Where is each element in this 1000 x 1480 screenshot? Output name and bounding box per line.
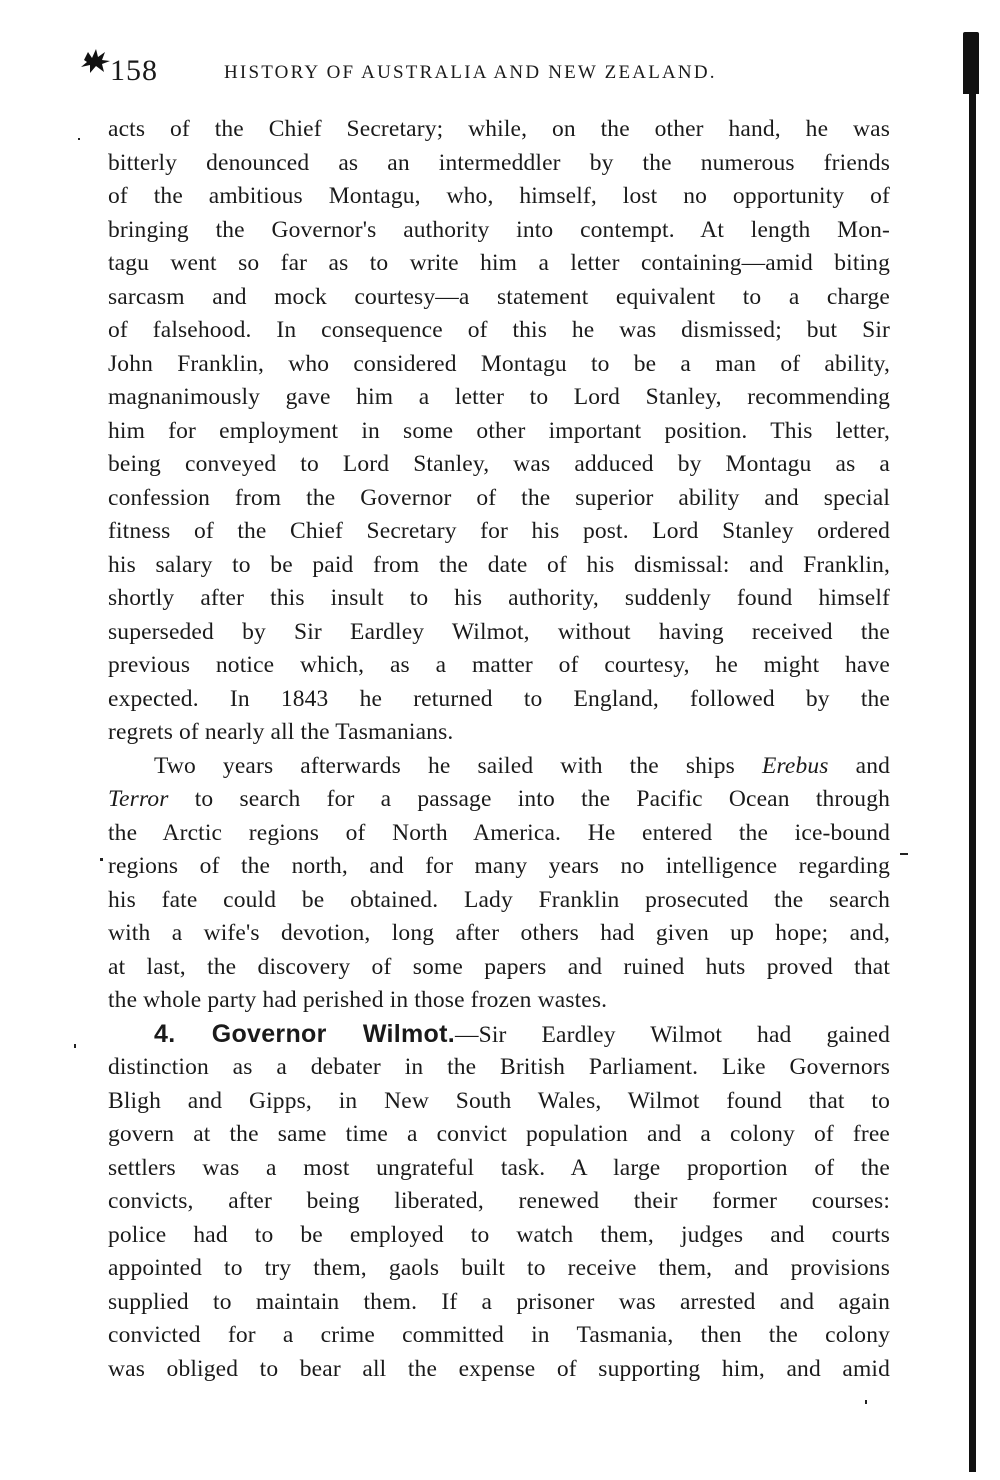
running-title: HISTORY OF AUSTRALIA AND NEW ZEALAND. [224, 62, 717, 83]
text-line: confession from the Governor of the superior ability and special [108, 484, 890, 511]
text-line: previous notice which, as a matter of courtesy, he might have [108, 652, 890, 678]
section-heading: 4. Governor Wilmot. [154, 1019, 455, 1048]
page-number: 158 [110, 54, 158, 87]
text-line: the whole party had perished in those frozen wastes. [108, 987, 608, 1013]
text-line: sarcasm and mock courtesy—a statement equivalent to a charge [108, 283, 890, 310]
text-line: distinction as a debater in the British Parliament. Like Governors [108, 1054, 890, 1080]
text-line: convicted for a crime committed in Tasmania, then the colony [108, 1322, 890, 1348]
page-edge-cap [963, 32, 979, 94]
paragraph-2-second-line [108, 783, 890, 817]
text-line: bringing the Governor's authority into contempt. At length Mon- [108, 216, 890, 243]
text-line: regions of the north, and for many years no intelligence regarding [108, 853, 890, 879]
ship-name-erebus: Erebus [761, 752, 829, 779]
text-segment: and [828, 752, 890, 779]
text-line: fitness of the Chief Secretary for his post. Lord Stanley ordered [108, 518, 890, 544]
page-edge-shadow [955, 32, 981, 1472]
page-header [84, 54, 804, 94]
body-text [108, 113, 890, 1386]
text-line: superseded by Sir Eardley Wilmot, without having received the [108, 618, 890, 645]
ship-name-terror: Terror [108, 786, 169, 812]
margin-speck [865, 1400, 867, 1404]
text-line: acts of the Chief Secretary; while, on the other hand, he was [108, 116, 890, 142]
text-line: of the ambitious Montagu, who, himself, lost no opportunity of [108, 183, 890, 209]
text-line: bitterly denounced as an intermeddler by the numerous friends [108, 149, 890, 176]
paragraph-2-first-line [108, 750, 890, 784]
text-line: John Franklin, who considered Montagu to be a man of ability, [108, 350, 890, 377]
text-line: the Arctic regions of North America. He entered the ice-bound [108, 819, 890, 846]
text-line: magnanimously gave him a letter to Lord Stanley, recommending [108, 384, 890, 410]
text-line: him for employment in some other important position. This letter, [108, 417, 890, 444]
text-line: regrets of nearly all the Tasmanians. [108, 719, 454, 745]
text-line: Bligh and Gipps, in New South Wales, Wilmot found that to [108, 1087, 890, 1114]
text-line: convicts, after being liberated, renewed their former courses: [108, 1188, 890, 1214]
text-line: appointed to try them, gaols built to receive them, and provisions [108, 1255, 890, 1281]
text-line: his salary to be paid from the date of his dismissal: and Franklin, [108, 551, 890, 578]
text-line: settlers was a most ungrateful task. A large proportion of the [108, 1154, 890, 1181]
text-line: with a wife's devotion, long after others had given up hope; and, [108, 920, 890, 946]
text-line: of falsehood. In consequence of this he was dismissed; but Sir [108, 317, 890, 343]
text-line: govern at the same time a convict population and a colony of free [108, 1121, 890, 1147]
text-line: police had to be employed to watch them, judges and courts [108, 1221, 890, 1248]
text-line: being conveyed to Lord Stanley, was adduced by Montagu as a [108, 451, 890, 477]
text-line: expected. In 1843 he returned to England, followed by the [108, 685, 890, 712]
text-segment: Two years afterwards he sailed with the ships [154, 752, 762, 779]
margin-speck [78, 138, 80, 140]
text-segment: —Sir Eardley Wilmot had gained [455, 1021, 890, 1048]
page-edge-bar [969, 92, 976, 1472]
text-line: tagu went so far as to write him a letter containing—amid biting [108, 250, 890, 276]
text-line: his fate could be obtained. Lady Franklin prosecuted the search [108, 886, 890, 913]
section-4-first-line [108, 1018, 890, 1052]
margin-speck [100, 858, 103, 861]
margin-speck [900, 853, 908, 855]
text-line: at last, the discovery of some papers and ruined huts proved that [108, 953, 890, 980]
text-line: was obliged to bear all the expense of supporting him, and amid [108, 1355, 890, 1382]
text-line: shortly after this insult to his authority, suddenly found himself [108, 585, 890, 611]
margin-speck [74, 1044, 76, 1048]
text-segment: to search for a passage into the Pacific Ocean through [168, 786, 890, 812]
text-line: supplied to maintain them. If a prisoner was arrested and again [108, 1288, 890, 1315]
